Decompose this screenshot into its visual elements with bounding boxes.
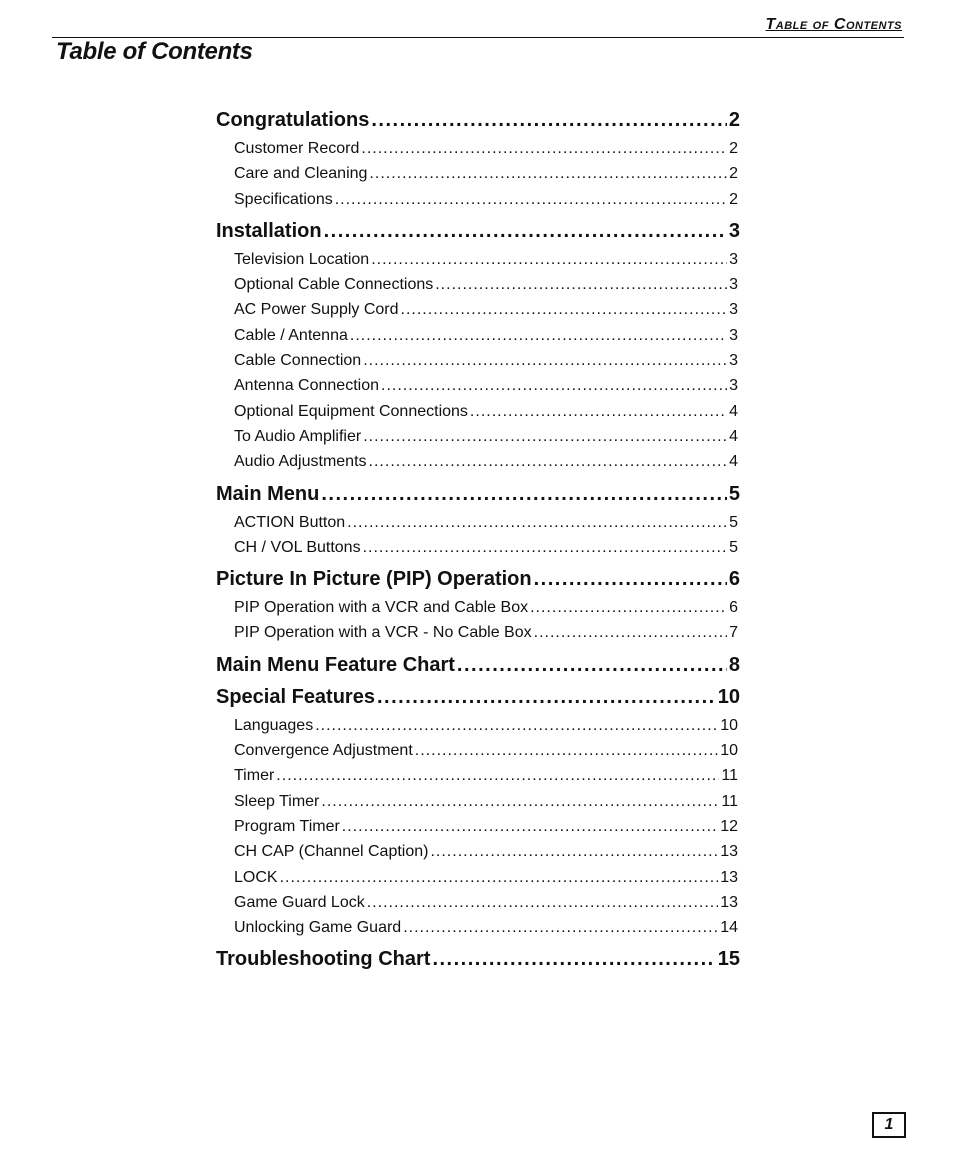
dot-leader — [324, 215, 727, 247]
dot-leader — [315, 713, 718, 738]
section-title: Main Menu Feature Chart — [216, 653, 455, 676]
toc-entry — [216, 865, 740, 890]
entry-label: Care and Cleaning — [234, 165, 368, 183]
toc-entry — [216, 915, 740, 940]
section-page-number: 5 — [728, 482, 740, 505]
entry-label: Game Guard Lock — [234, 893, 365, 911]
toc-section — [216, 681, 740, 713]
entry-page-number: 6 — [729, 599, 738, 617]
entry-label: Convergence Adjustment — [234, 742, 413, 760]
toc-entry — [216, 738, 740, 763]
entry-page-number: 4 — [729, 402, 738, 420]
entry-page-number: 14 — [720, 919, 738, 937]
toc-section — [216, 215, 740, 247]
entry-label: Optional Equipment Connections — [234, 402, 468, 420]
toc-entry — [216, 535, 740, 560]
section-page-number: 2 — [728, 109, 740, 131]
running-header: Table of Contents — [765, 16, 902, 33]
entry-page-number: 5 — [729, 513, 738, 531]
section-page-number: 6 — [728, 568, 740, 591]
entry-page-number: 10 — [720, 742, 738, 760]
dot-leader — [371, 247, 727, 272]
entry-label: Specifications — [234, 190, 333, 208]
entry-label: Customer Record — [234, 140, 360, 157]
entry-label: Audio Adjustments — [234, 453, 367, 471]
dot-leader — [435, 272, 727, 297]
dot-leader — [361, 136, 727, 161]
dot-leader — [363, 535, 728, 560]
page-title: Table of Contents — [56, 38, 253, 65]
entry-label: PIP Operation with a VCR and Cable Box — [234, 599, 529, 617]
entry-page-number: 3 — [729, 276, 738, 294]
dot-leader — [342, 814, 718, 839]
entry-label: AC Power Supply Cord — [234, 301, 399, 319]
dot-leader — [403, 915, 718, 940]
entry-label: Antenna Connection — [234, 377, 379, 395]
section-page-number: 15 — [717, 948, 740, 971]
dot-leader — [534, 620, 727, 645]
entry-label: To Audio Amplifier — [234, 427, 362, 445]
dot-leader — [457, 649, 727, 681]
dot-leader — [363, 424, 727, 449]
section-title: Congratulations — [216, 109, 370, 131]
toc-entry-list — [216, 595, 740, 649]
toc-entry-list — [216, 247, 740, 478]
dot-leader — [534, 563, 727, 595]
entry-label: Timer — [234, 767, 275, 785]
dot-leader — [371, 104, 727, 136]
toc-section — [216, 943, 740, 975]
toc-entry — [216, 839, 740, 864]
entry-page-number: 5 — [729, 538, 738, 556]
toc-section — [216, 649, 740, 681]
dot-leader — [350, 323, 727, 348]
dot-leader — [401, 297, 728, 322]
dot-leader — [321, 478, 727, 510]
toc-entry-list — [216, 136, 740, 215]
toc-section — [216, 563, 740, 595]
entry-page-number: 2 — [729, 190, 738, 208]
entry-page-number: 4 — [729, 427, 738, 445]
entry-label: PIP Operation with a VCR - No Cable Box — [234, 624, 532, 642]
toc-entry — [216, 424, 740, 449]
entry-page-number: 11 — [721, 792, 738, 810]
toc-entry — [216, 373, 740, 398]
toc-section — [216, 104, 740, 136]
dot-leader — [276, 763, 719, 788]
section-title: Special Features — [216, 685, 375, 708]
section-title: Main Menu — [216, 482, 320, 505]
dot-leader — [321, 789, 719, 814]
toc-entry — [216, 136, 740, 161]
entry-page-number: 12 — [720, 817, 738, 835]
dot-leader — [335, 187, 727, 212]
toc-entry — [216, 595, 740, 620]
toc-entry — [216, 890, 740, 915]
dot-leader — [367, 890, 718, 915]
toc-entry — [216, 297, 740, 322]
entry-page-number: 13 — [720, 843, 738, 861]
entry-page-number: 3 — [729, 352, 738, 370]
dot-leader — [363, 348, 727, 373]
entry-page-number: 2 — [729, 165, 738, 183]
entry-label: LOCK — [234, 868, 278, 886]
toc-entry — [216, 348, 740, 373]
dot-leader — [432, 943, 715, 975]
dot-leader — [369, 449, 728, 474]
toc-entry — [216, 399, 740, 424]
toc-entry — [216, 763, 740, 788]
page-number: 1 — [872, 1112, 906, 1138]
entry-page-number: 4 — [729, 453, 738, 471]
entry-page-number: 7 — [729, 624, 738, 642]
entry-label: CH / VOL Buttons — [234, 538, 361, 556]
entry-page-number: 3 — [729, 250, 738, 268]
toc-entry-list — [216, 713, 740, 944]
dot-leader — [381, 373, 727, 398]
section-title: Troubleshooting Chart — [216, 948, 431, 971]
toc-entry — [216, 713, 740, 738]
entry-page-number: 3 — [729, 377, 738, 395]
entry-page-number: 10 — [720, 716, 738, 734]
dot-leader — [430, 839, 718, 864]
entry-page-number: 3 — [729, 301, 738, 319]
toc-section — [216, 478, 740, 510]
toc-entry — [216, 789, 740, 814]
section-title: Picture In Picture (PIP) Operation — [216, 568, 532, 591]
entry-page-number: 13 — [720, 868, 738, 886]
toc-entry — [216, 449, 740, 474]
dot-leader — [415, 738, 718, 763]
entry-label: Unlocking Game Guard — [234, 919, 402, 937]
entry-label: Cable Connection — [234, 352, 362, 370]
entry-page-number: 3 — [729, 326, 738, 344]
toc-entry — [216, 814, 740, 839]
entry-label: ACTION Button — [234, 513, 346, 531]
toc-entry — [216, 620, 740, 645]
dot-leader — [470, 399, 727, 424]
section-page-number: 8 — [728, 653, 740, 676]
dot-leader — [347, 510, 727, 535]
entry-page-number: 2 — [729, 140, 738, 157]
dot-leader — [369, 161, 727, 186]
entry-label: Cable / Antenna — [234, 326, 348, 344]
toc-entry-list — [216, 510, 740, 564]
entry-label: Languages — [234, 716, 314, 734]
entry-label: Sleep Timer — [234, 792, 320, 810]
toc-entry — [216, 272, 740, 297]
entry-page-number: 13 — [720, 893, 738, 911]
entry-label: Television Location — [234, 250, 370, 268]
toc-entry — [216, 323, 740, 348]
section-title: Installation — [216, 219, 322, 242]
entry-page-number: 11 — [721, 767, 738, 785]
entry-label: Program Timer — [234, 817, 340, 835]
entry-label: Optional Cable Connections — [234, 276, 434, 294]
entry-label: CH CAP (Channel Caption) — [234, 843, 429, 861]
toc-entry — [216, 187, 740, 212]
table-of-contents — [216, 104, 740, 975]
section-page-number: 10 — [717, 685, 740, 708]
dot-leader — [530, 595, 727, 620]
dot-leader — [280, 865, 719, 890]
toc-entry — [216, 510, 740, 535]
section-page-number: 3 — [728, 219, 740, 242]
dot-leader — [377, 681, 716, 713]
toc-entry — [216, 161, 740, 186]
toc-entry — [216, 247, 740, 272]
